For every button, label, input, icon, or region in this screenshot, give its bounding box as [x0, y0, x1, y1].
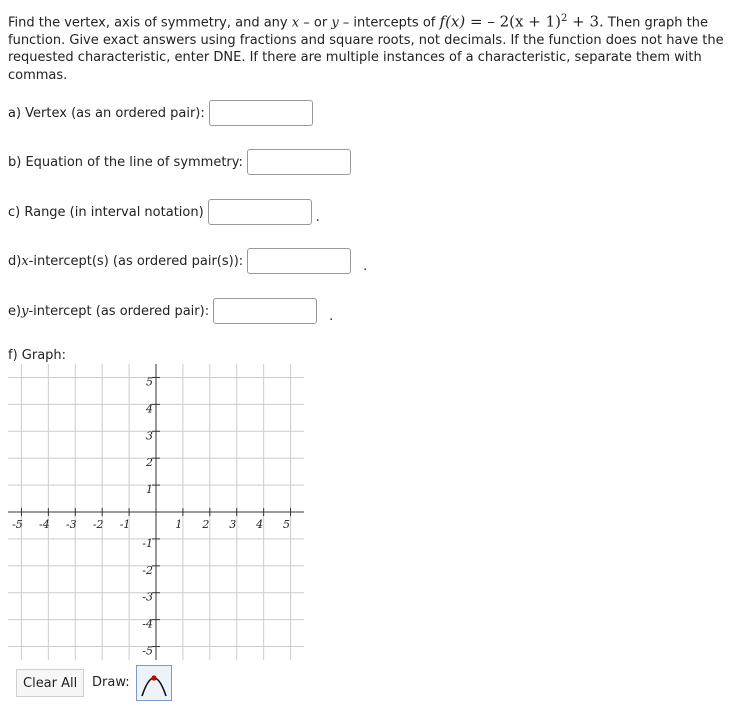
graph-canvas[interactable]	[8, 364, 304, 660]
x-tick-label: -5	[12, 518, 23, 531]
y-tick-label: -3	[142, 590, 153, 604]
clear-all-button[interactable]: Clear All	[16, 669, 84, 697]
y-tick-label: -1	[142, 536, 153, 550]
x-intercept-var: x	[21, 253, 29, 269]
vertex-label: a) Vertex (as an ordered pair):	[8, 105, 205, 121]
parabola-tool-button[interactable]	[136, 665, 172, 701]
question-d	[8, 248, 367, 274]
x-intercept-label: -intercept(s) (as ordered pair(s)):	[28, 253, 244, 269]
y-tick-label: -5	[142, 644, 153, 658]
symmetry-label: b) Equation of the line of symmetry:	[8, 154, 243, 170]
question-a	[8, 100, 313, 126]
y-tick-label: 4	[146, 402, 153, 416]
graph-label: f) Graph:	[8, 348, 67, 363]
question-b	[8, 149, 351, 175]
range-input[interactable]	[208, 199, 312, 225]
prompt-var-x: x	[291, 15, 300, 31]
x-tick-label: 5	[283, 518, 291, 531]
prompt-instructions: Then graph the function. Give exact answers using fractions and square roots, not decimals. If the function does not have the requested characteristic, enter DNE. If there are multiple instances of a characteristic, separate them with commas.	[8, 15, 724, 83]
symmetry-input[interactable]	[247, 149, 351, 175]
y-tick-label: -4	[142, 617, 153, 631]
prompt-text-2: – intercepts of	[338, 15, 440, 31]
y-tick-label: 5	[146, 375, 153, 389]
function-constant: + 3.	[567, 12, 604, 31]
range-label: c) Range (in interval notation)	[8, 204, 204, 220]
x-tick-label: 3	[229, 518, 237, 531]
question-e	[8, 298, 333, 324]
y-intercept-period: .	[329, 308, 334, 324]
function-name: f(x)	[439, 12, 466, 31]
y-tick-label: -2	[142, 563, 153, 577]
x-tick-label: 2	[202, 518, 210, 531]
y-intercept-input[interactable]	[213, 298, 317, 324]
parabola-icon	[137, 666, 171, 700]
x-intercept-input[interactable]	[247, 248, 351, 274]
y-intercept-label: -intercept (as ordered pair):	[28, 303, 210, 319]
y-tick-label: 2	[146, 456, 153, 470]
range-period: .	[315, 209, 320, 225]
x-tick-label: -4	[39, 518, 50, 531]
x-intercept-period: .	[363, 258, 368, 274]
x-tick-label: -2	[92, 518, 104, 531]
vertex-dot	[151, 675, 156, 680]
function-expression: = – 2(x + 1)	[465, 12, 561, 31]
vertex-input[interactable]	[209, 100, 313, 126]
question-c	[8, 199, 320, 225]
x-tick-label: 1	[175, 518, 183, 531]
y-tick-label: 3	[146, 429, 153, 443]
y-intercept-var: y	[21, 303, 29, 319]
x-intercept-prefix: d)	[8, 253, 22, 269]
y-intercept-prefix: e)	[8, 303, 22, 319]
y-tick-label: 1	[146, 483, 153, 497]
problem-statement	[8, 10, 728, 84]
draw-label: Draw:	[92, 675, 130, 690]
prompt-text: Find the vertex, axis of symmetry, and any	[8, 15, 288, 31]
prompt-var-y: y	[331, 15, 339, 31]
function-exponent: 2	[560, 13, 568, 24]
x-tick-label: -3	[65, 518, 77, 531]
x-tick-label: 4	[256, 518, 264, 531]
prompt-or: – or	[299, 15, 332, 31]
x-tick-label: -1	[119, 518, 131, 531]
